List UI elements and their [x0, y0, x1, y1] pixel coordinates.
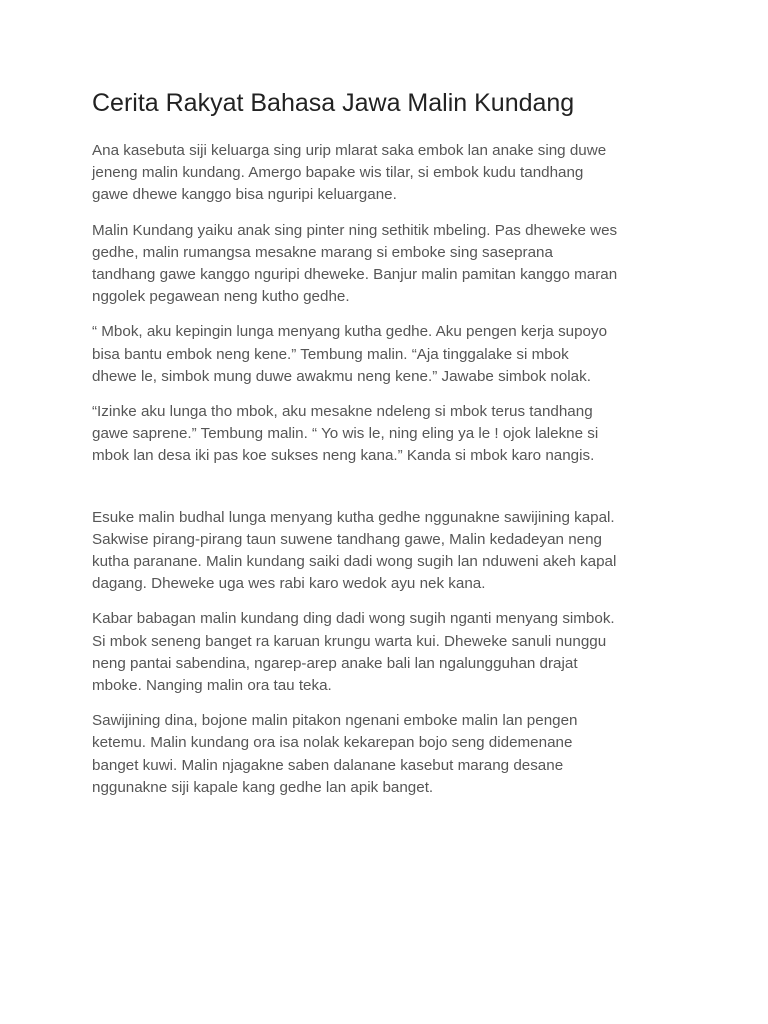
document-page: [92, 84, 682, 812]
paragraph-line: jeneng malin kundang. Amergo bapake wis tilar, si embok kudu tandhang: [92, 164, 584, 182]
paragraph-line: Kabar babagan malin kundang ding dadi wong sugih nganti menyang simbok.: [92, 610, 615, 628]
paragraph-line: gedhe, malin rumangsa mesakne marang si emboke sing saseprana: [92, 243, 553, 261]
paragraph-2: [92, 220, 682, 309]
paragraph-line: nggunakne siji kapale kang gedhe lan apik banget.: [92, 778, 434, 796]
paragraph-spacer: [92, 481, 682, 507]
paragraph-line: gawe dhewe kanggo bisa nguripi keluargane.: [92, 186, 397, 204]
paragraph-line: Esuke malin budhal lunga menyang kutha gedhe nggunakne sawijining kapal.: [92, 508, 615, 526]
paragraph-3: [92, 321, 682, 388]
document-body: [92, 140, 682, 799]
paragraph-line: dhewe le, simbok mung duwe awakmu neng kene.” Jawabe simbok nolak.: [92, 367, 591, 385]
paragraph-line: neng pantai sabendina, ngarep-arep anake bali lan ngalungguhan drajat: [92, 654, 578, 672]
paragraph-line: gawe saprene.” Tembung malin. “ Yo wis le, ning eling ya le ! ojok lalekne si: [92, 425, 599, 443]
paragraph-line: Sakwise pirang-pirang taun suwene tandhang gawe, Malin kedadeyan neng: [92, 530, 602, 548]
paragraph-line: Malin Kundang yaiku anak sing pinter ning sethitik mbeling. Pas dheweke wes: [92, 221, 618, 239]
paragraph-line: mbok lan desa iki pas koe sukses neng kana.” Kanda si mbok karo nangis.: [92, 447, 595, 465]
paragraph-line: “ Mbok, aku kepingin lunga menyang kutha gedhe. Aku pengen kerja supoyo: [92, 323, 608, 341]
document-title: Cerita Rakyat Bahasa Jawa Malin Kundang: [92, 89, 575, 117]
paragraph-1: [92, 140, 682, 207]
paragraph-line: Ana kasebuta siji keluarga sing urip mlarat saka embok lan anake sing duwe: [92, 142, 607, 159]
paragraph-6: [92, 608, 682, 697]
paragraph-line: banget kuwi. Malin njagakne saben dalanane kasebut marang desane: [92, 756, 564, 774]
paragraph-line: mboke. Nanging malin ora tau teka.: [92, 677, 332, 695]
paragraph-7: [92, 710, 682, 799]
paragraph-5: [92, 507, 682, 596]
paragraph-line: bisa bantu embok neng kene.” Tembung malin. “Aja tinggalake si mbok: [92, 345, 569, 363]
paragraph-line: Sawijining dina, bojone malin pitakon ngenani emboke malin lan pengen: [92, 712, 578, 730]
paragraph-line: dagang. Dheweke uga wes rabi karo wedok ayu nek kana.: [92, 575, 486, 593]
paragraph-line: tandhang gawe kanggo nguripi dheweke. Banjur malin pamitan kanggo maran: [92, 266, 618, 284]
paragraph-line: Si mbok seneng banget ra karuan krungu warta kui. Dheweke sanuli nunggu: [92, 632, 607, 650]
paragraph-line: nggolek pegawean neng kutho gedhe.: [92, 288, 350, 306]
paragraph-line: “Izinke aku lunga tho mbok, aku mesakne ndeleng si mbok terus tandhang: [92, 403, 593, 421]
paragraph-line: kutha paranane. Malin kundang saiki dadi wong sugih lan nduweni akeh kapal: [92, 553, 617, 571]
paragraph-4: [92, 401, 682, 468]
paragraph-line: ketemu. Malin kundang ora isa nolak kekarepan bojo seng didemenane: [92, 734, 573, 752]
